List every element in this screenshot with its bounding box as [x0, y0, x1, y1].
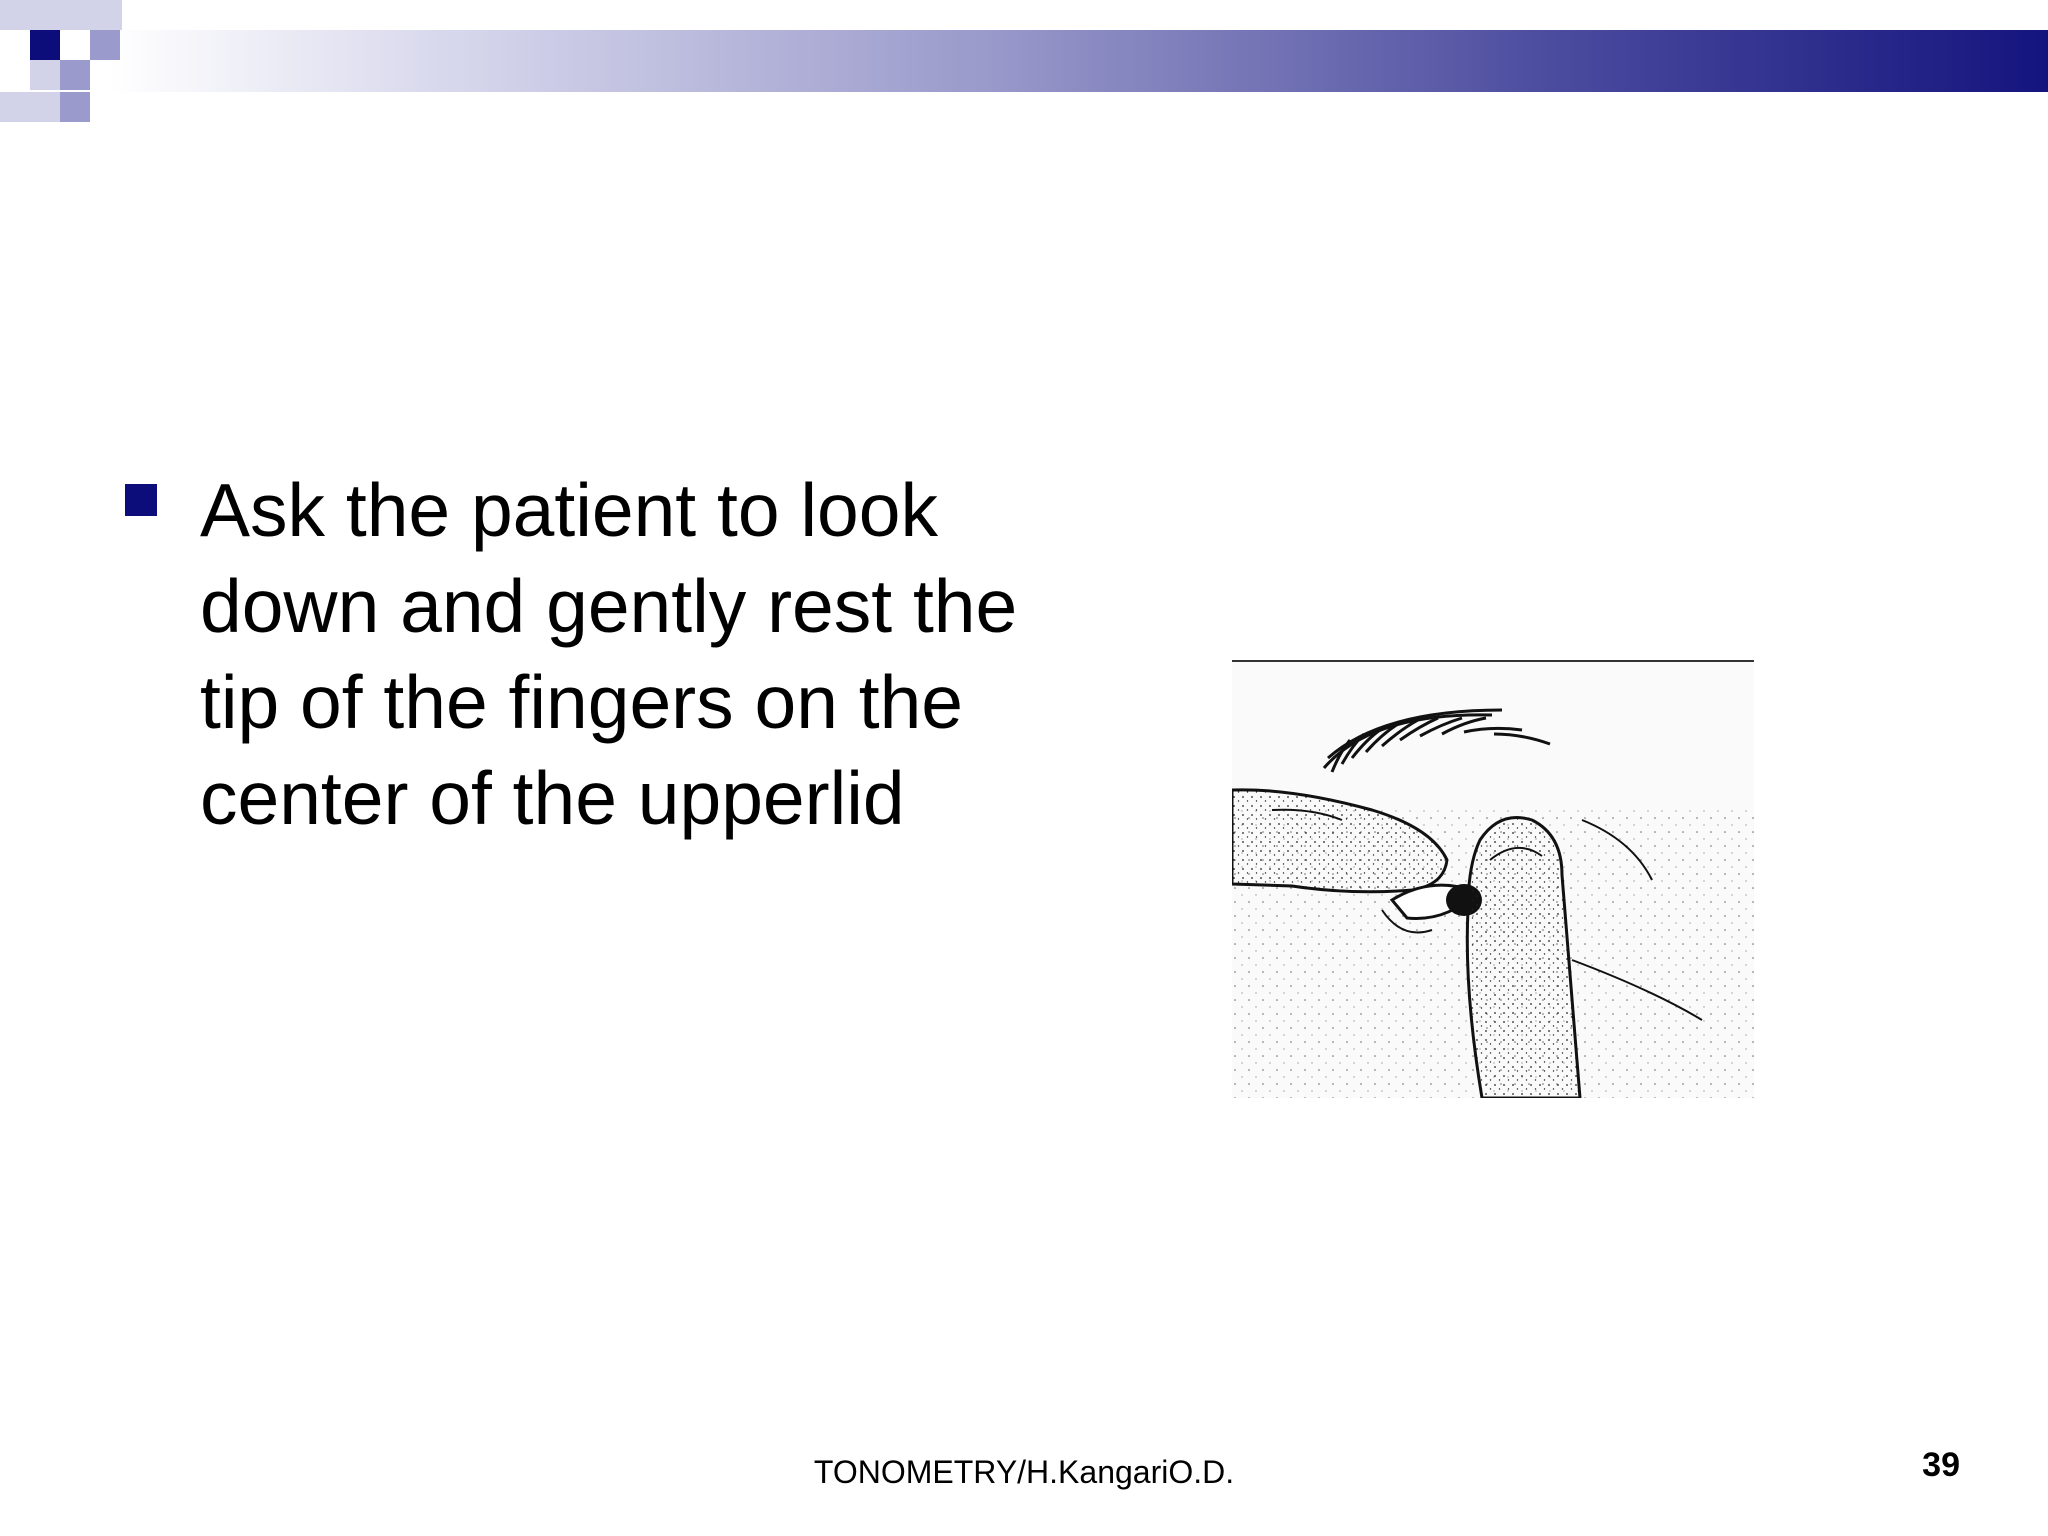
header-decoration-square: [60, 92, 90, 122]
bullet-list: [125, 462, 1025, 846]
header-decoration-square: [30, 30, 60, 60]
header-decoration-square: [90, 30, 120, 60]
header-decoration-square: [0, 92, 60, 122]
eye-finger-palpation-illustration: [1232, 660, 1754, 1098]
header-decoration-square: [30, 60, 60, 90]
header-decoration-square: [60, 60, 90, 90]
header-decoration-square: [0, 0, 122, 30]
bullet-text: Ask the patient to look down and gently rest the tip of the fingers on the center of the upperlid: [200, 468, 1018, 840]
header-gradient-bar: [110, 30, 2048, 92]
footer-text: TONOMETRY/H.KangariO.D.: [813, 1454, 1235, 1490]
square-bullet-icon: [125, 484, 157, 516]
slide-number: 39: [1922, 1446, 1960, 1484]
bullet-item: [125, 462, 1025, 846]
